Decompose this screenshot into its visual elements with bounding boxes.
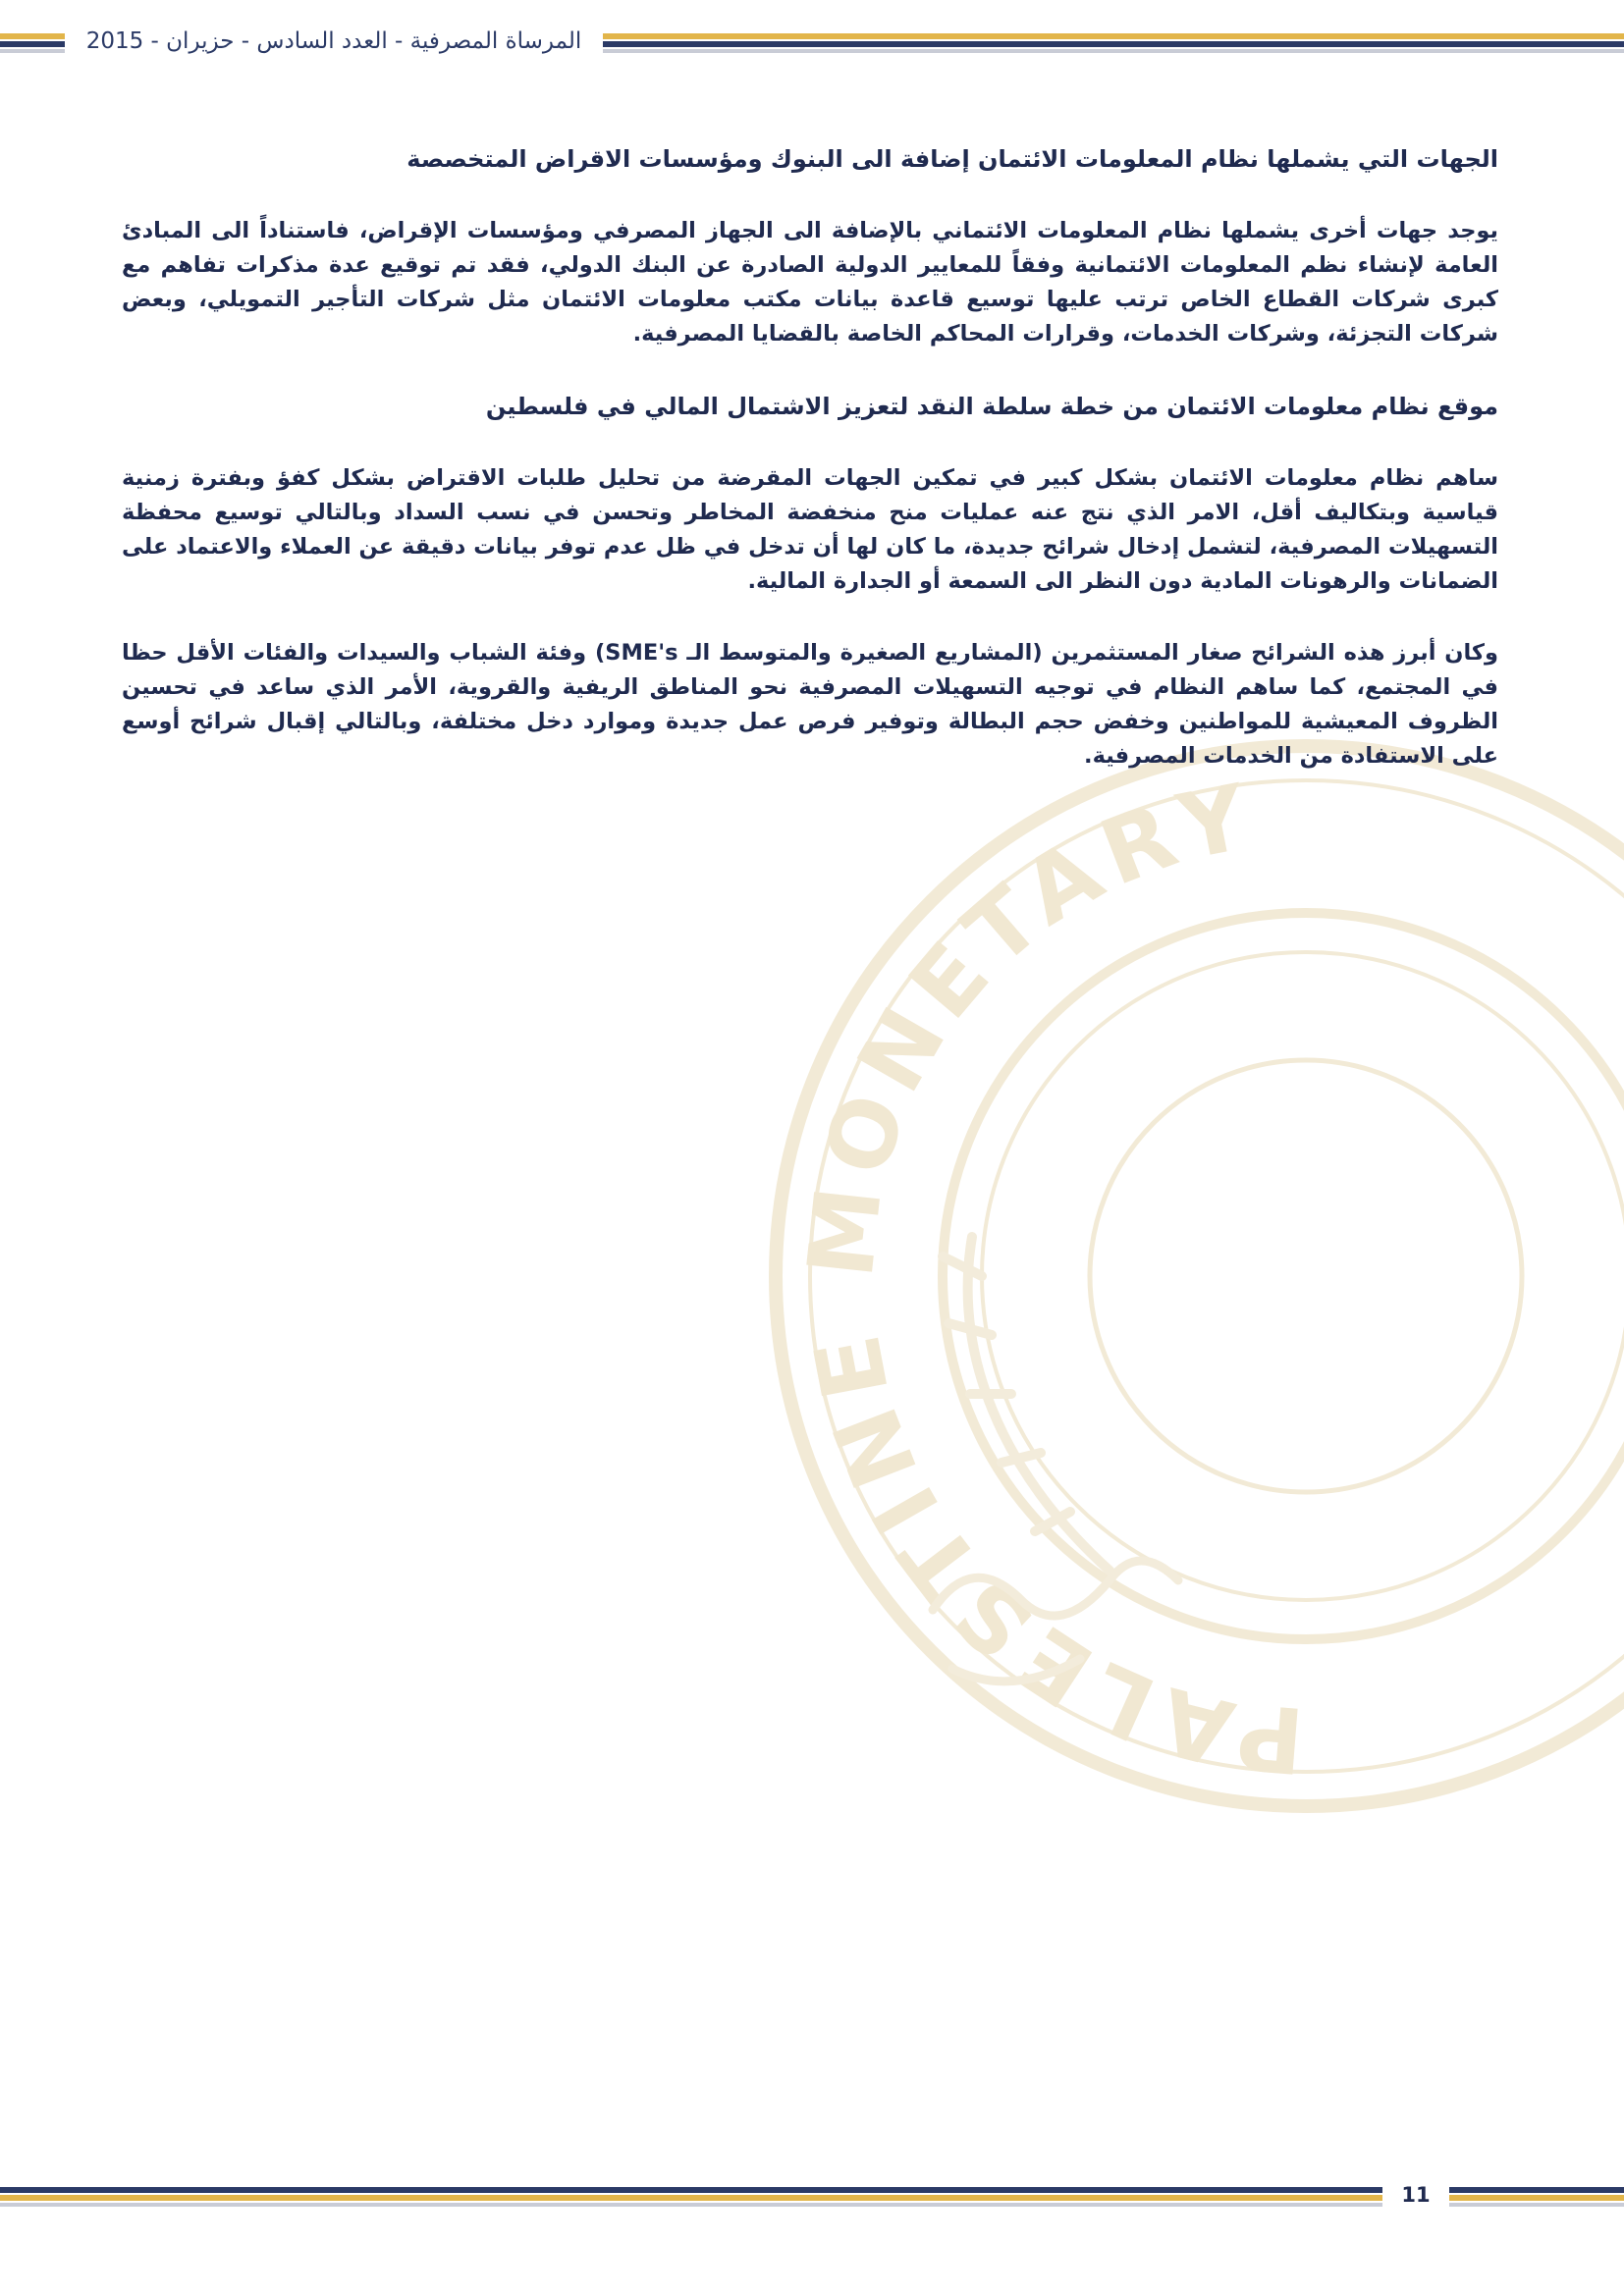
footer-rule-navy xyxy=(0,2187,1624,2193)
paragraph-financial-inclusion-1: ساهم نظام معلومات الائتمان بشكل كبير في تمكين الجهات المقرضة من تحليل طلبات الاقتراض بشكل كفؤ وبفترة زمنية قياسية وبتكاليف أقل، الامر الذي نتج عنه عمليات منح منخفضة المخاطر وتحسن في نسب السداد وبالتالي توسيع محفظة التسهيلات المصرفية، لتشمل إدخال شرائح جديدة، ما كان لها أن تدخل في ظل عدم توفر بيانات دقيقة عن العملاء والاعتماد على الضمانات والرهونات المادية دون النظر الى السمعة أو الجدارة المالية. xyxy=(122,465,1498,594)
footer-rule-gray xyxy=(0,2203,1624,2207)
paragraph-financial-inclusion-2: وكان أبرز هذه الشرائح صغار المستثمرين (المشاريع الصغيرة والمتوسط الـ SME's) وفئة الشباب والسيدات والفئات الأقل حظا في المجتمع، كما ساهم النظام في توجيه التسهيلات المصرفية نحو المناطق الريفية والقروية، الأمر الذي ساعد في تحسين الظروف المعيشية للمواطنين وخفض حجم البطالة وتوفير فرص عمل جديدة وموارد دخل مختلفة، وبالتالي إقبال شرائح أوسع على الاستفادة من الخدمات المصرفية. xyxy=(122,640,1498,769)
paragraph-credit-entities: يوجد جهات أخرى يشملها نظام المعلومات الائتماني بالإضافة الى الجهاز المصرفي ومؤسسات الإقراض، فاستناداً الى المبادئ العامة لإنشاء نظم المعلومات الائتمانية وفقاً للمعايير الدولية الصادرة عن البنك الدولي، فقد تم توقيع عدة مذكرات تفاهم مع كبرى شركات القطاع الخاص ترتب عليها توسيع قاعدة بيانات مكتب معلومات الائتمان مثل شركات التأجير التمويلي، وبعض شركات التجزئة، وشركات الخدمات، وقرارات المحاكم الخاصة بالقضايا المصرفية. xyxy=(122,218,1498,347)
section-heading-financial-inclusion: موقع نظام معلومات الائتمان من خطة سلطة النقد لتعزيز الاشتمال المالي في فلسطين xyxy=(485,393,1498,420)
page-number: 11 xyxy=(1382,2175,1449,2215)
section-heading-credit-entities: الجهات التي يشملها نظام المعلومات الائتمان إضافة الى البنوك ومؤسسات الاقراض المتخصصة xyxy=(406,145,1498,173)
seal-text-en: PALESTINE MONETARY xyxy=(787,763,1308,1793)
palestine-monetary-authority-seal-watermark xyxy=(756,726,1624,1826)
article-body xyxy=(122,141,1498,811)
footer-rule-gold xyxy=(0,2195,1624,2201)
publication-header-title: المرساة المصرفية - العدد السادس - حزيران - 2015 xyxy=(65,22,603,61)
